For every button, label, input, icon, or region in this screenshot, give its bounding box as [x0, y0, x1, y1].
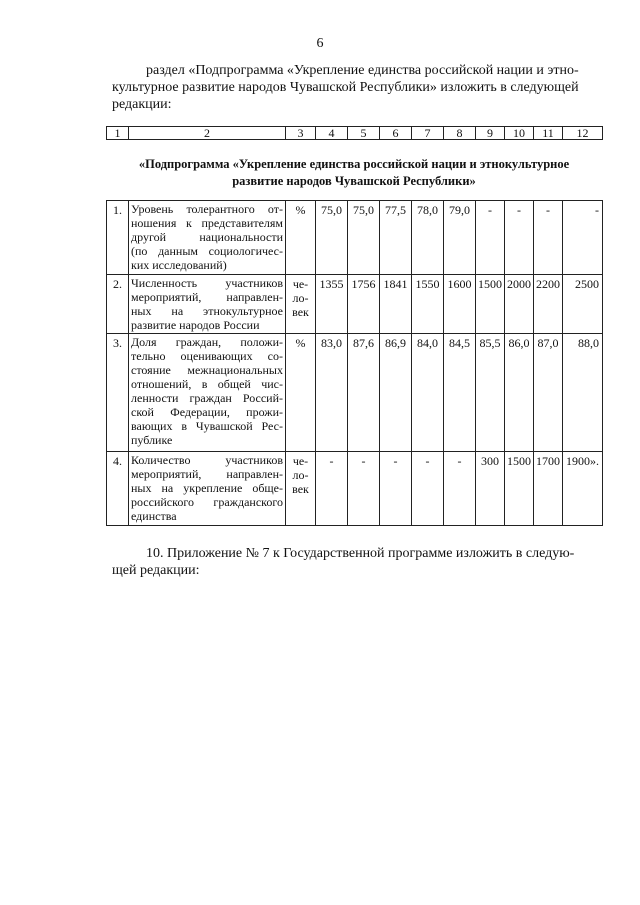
value-cell: 79,0 [444, 201, 476, 275]
unit-line: век [292, 305, 309, 319]
unit-line: че- [292, 277, 309, 291]
value-cell: - [563, 201, 603, 275]
footer-line: 10. Приложение № 7 к Государственной программе изложить в следую- [146, 546, 575, 561]
value-cell: 77,5 [380, 201, 412, 275]
indicator-name-line: Количество участников [131, 453, 283, 467]
value-cell: - [316, 452, 348, 526]
footer-paragraph [112, 545, 597, 579]
value-cell: 84,5 [444, 334, 476, 452]
section-title-line: развитие народов Чувашской Республики» [232, 174, 476, 188]
indicator-name [129, 275, 286, 334]
value-cell: 84,0 [412, 334, 444, 452]
section-title-line: «Подпрограмма «Укрепление единства российской нации и этнокультурное [138, 157, 570, 171]
unit [286, 452, 316, 526]
table-row [107, 452, 603, 526]
page-number: 6 [316, 36, 324, 51]
indicator-name-line: (по данным социологичес- [131, 244, 283, 258]
intro-line: раздел «Подпрограмма «Укрепление единства российской нации и этно- [146, 63, 579, 78]
indicator-name-line: публике [131, 433, 173, 447]
value-cell: 86,9 [380, 334, 412, 452]
indicator-name-line: ской Федерации, прожи- [131, 405, 283, 419]
value-cell: - [348, 452, 380, 526]
header-cell: 4 [316, 127, 348, 140]
footer-line: щей редакции: [112, 563, 200, 578]
value-cell: 1900». [563, 452, 603, 526]
value-cell: 87,0 [534, 334, 563, 452]
unit-line: % [295, 336, 306, 350]
indicator-name-line: другой национальности [131, 230, 283, 244]
header-cell: 7 [412, 127, 444, 140]
value-cell: 1500 [505, 452, 534, 526]
value-cell: 78,0 [412, 201, 444, 275]
indicator-name-line: тельно оценивающих со- [131, 349, 283, 363]
indicators-table [106, 200, 603, 526]
value-cell: - [534, 201, 563, 275]
column-number-header [106, 126, 603, 140]
value-cell: 300 [476, 452, 505, 526]
section-title [106, 156, 602, 190]
header-cell: 1 [107, 127, 129, 140]
value-cell: 1500 [476, 275, 505, 334]
indicator-name-line: Уровень толерантного от- [131, 202, 283, 216]
header-cell: 10 [505, 127, 534, 140]
unit [286, 275, 316, 334]
table-row [107, 275, 603, 334]
indicator-name-line: мероприятий, направлен- [131, 290, 283, 304]
intro-paragraph [112, 62, 597, 113]
value-cell: 86,0 [505, 334, 534, 452]
unit-line: ло- [292, 291, 309, 305]
indicator-name [129, 452, 286, 526]
row-number: 4. [107, 452, 129, 526]
value-cell: 2200 [534, 275, 563, 334]
value-cell: - [476, 201, 505, 275]
value-cell: 75,0 [348, 201, 380, 275]
header-cell: 3 [286, 127, 316, 140]
value-cell: 75,0 [316, 201, 348, 275]
value-cell: - [380, 452, 412, 526]
value-cell: 1355 [316, 275, 348, 334]
table-row [107, 334, 603, 452]
header-cell: 2 [129, 127, 286, 140]
value-cell: 1550 [412, 275, 444, 334]
unit-line: % [295, 203, 306, 217]
table-row [107, 201, 603, 275]
header-cell: 5 [348, 127, 380, 140]
indicator-name-line: единства [131, 509, 177, 523]
indicator-name-line: мероприятий, направлен- [131, 467, 283, 481]
intro-line: редакции: [112, 97, 172, 112]
header-cell: 8 [444, 127, 476, 140]
value-cell: 1700 [534, 452, 563, 526]
indicator-name [129, 334, 286, 452]
value-cell: 88,0 [563, 334, 603, 452]
header-cell: 9 [476, 127, 505, 140]
value-cell: 2000 [505, 275, 534, 334]
unit [286, 334, 316, 452]
intro-line: культурное развитие народов Чувашской Республики» изложить в следующей [112, 80, 579, 95]
value-cell: - [505, 201, 534, 275]
indicator-name-line: ных на укрепление обще- [131, 481, 283, 495]
value-cell: - [444, 452, 476, 526]
value-cell: 87,6 [348, 334, 380, 452]
indicator-name-line: стояние межнациональных [131, 363, 283, 377]
indicator-name-line: ленности граждан Россий- [131, 391, 283, 405]
value-cell: 1841 [380, 275, 412, 334]
unit-line: че- [292, 454, 309, 468]
value-cell: 85,5 [476, 334, 505, 452]
value-cell: - [412, 452, 444, 526]
header-cell: 6 [380, 127, 412, 140]
header-cell: 12 [563, 127, 603, 140]
value-cell: 1756 [348, 275, 380, 334]
indicator-name-line: развитие народов России [131, 318, 260, 332]
value-cell: 1600 [444, 275, 476, 334]
indicator-name-line: ных на этнокультурное [131, 304, 283, 318]
unit [286, 201, 316, 275]
unit-line: век [292, 482, 309, 496]
indicator-name-line: вающих в Чувашской Рес- [131, 419, 283, 433]
value-cell: 2500 [563, 275, 603, 334]
indicator-name-line: отношений, в общей чис- [131, 377, 283, 391]
row-number: 3. [107, 334, 129, 452]
indicator-name-line: российского гражданского [131, 495, 283, 509]
header-cell: 11 [534, 127, 563, 140]
indicator-name-line: ношения к представителям [131, 216, 283, 230]
unit-line: ло- [292, 468, 309, 482]
row-number: 2. [107, 275, 129, 334]
row-number: 1. [107, 201, 129, 275]
indicator-name-line: ких исследований) [131, 258, 227, 272]
indicator-name [129, 201, 286, 275]
value-cell: 83,0 [316, 334, 348, 452]
indicator-name-line: Доля граждан, положи- [131, 335, 283, 349]
indicator-name-line: Численность участников [131, 276, 283, 290]
